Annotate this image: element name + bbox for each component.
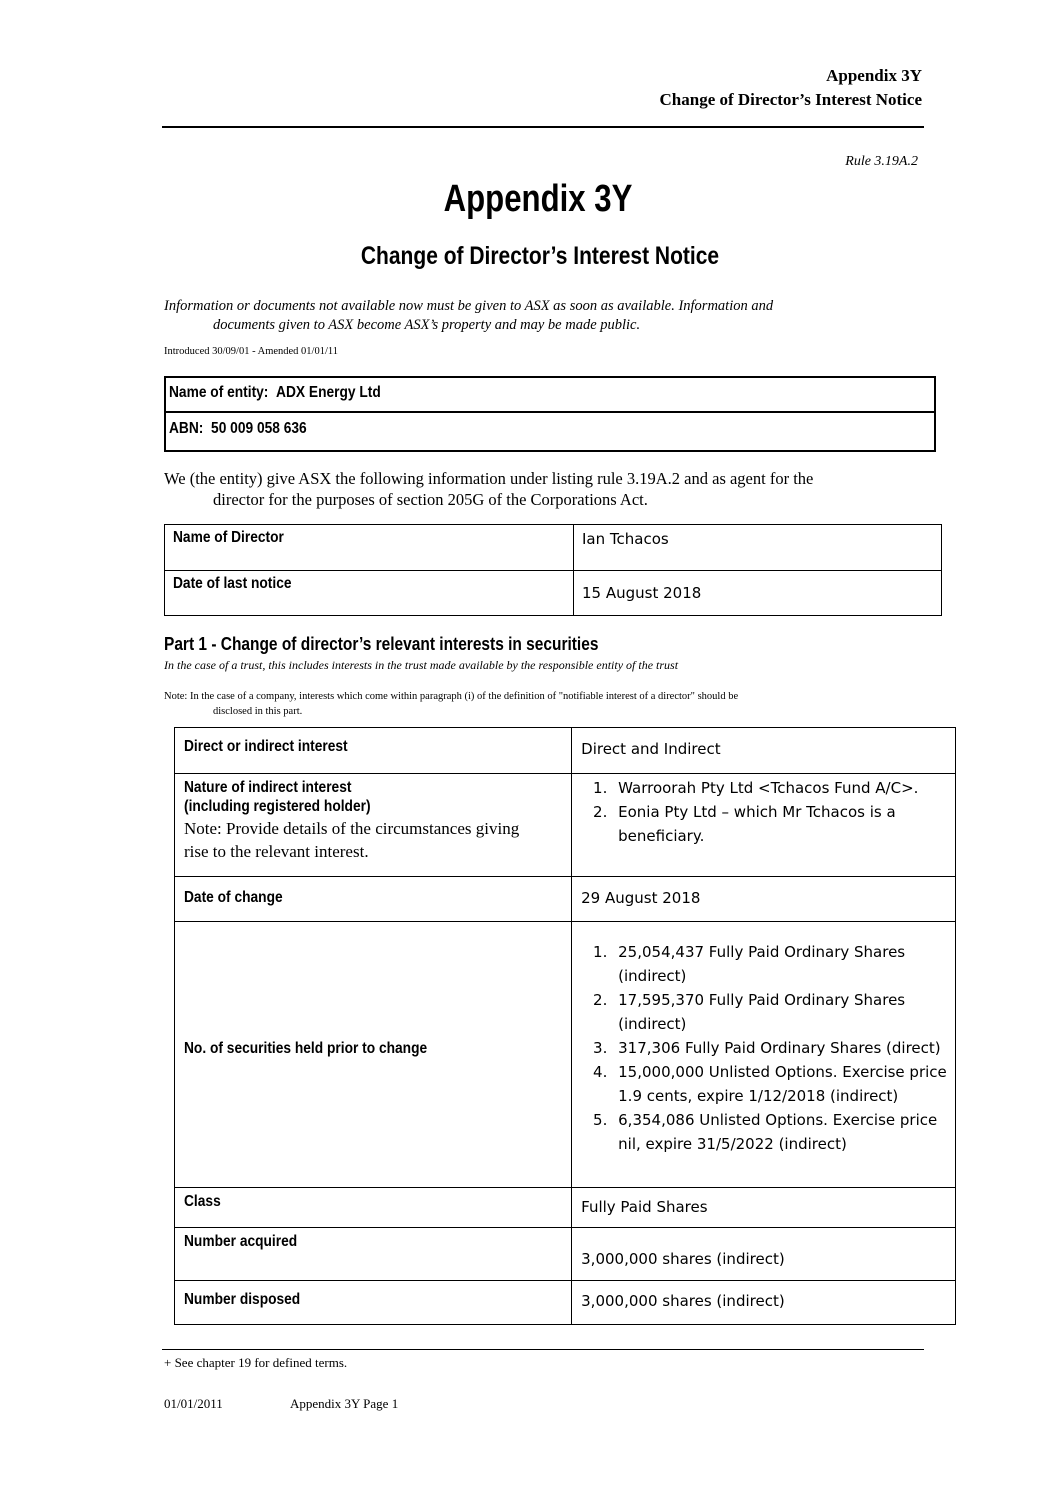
agent-statement — [164, 468, 934, 510]
list-item: 2. Eonia Pty Ltd – which Mr Tchacos is a beneficiary. — [612, 800, 955, 848]
table-row — [165, 525, 942, 571]
number-disposed-value: 3,000,000 shares (indirect) — [581, 1292, 785, 1310]
director-name-label: Name of Director — [173, 529, 284, 546]
entity-box — [164, 376, 936, 452]
list-item: 1. 25,054,437 Fully Paid Ordinary Shares (indirect) — [612, 940, 955, 988]
number-acquired-label: Number acquired — [184, 1233, 298, 1250]
entity-abn-value: 50 009 058 636 — [211, 420, 307, 437]
table-row — [175, 922, 956, 1188]
list-item: 5. 6,354,086 Unlisted Options. Exercise price nil, expire 31/5/2022 (indirect) — [612, 1108, 955, 1156]
info-line-1: Information or documents not available now must be given to ASX as soon as available. Information and — [164, 298, 774, 314]
table-row — [165, 571, 942, 616]
header-title: Appendix 3Y — [826, 66, 922, 85]
nature-note: Note: Provide details of the circumstances giving rise to the relevant interest. — [184, 819, 520, 861]
note-line-2: disclosed in this part. — [213, 706, 303, 717]
number-acquired-value: 3,000,000 shares (indirect) — [581, 1250, 785, 1268]
table-row — [175, 1228, 956, 1281]
note-line-1: Note: In the case of a company, interests which come within paragraph (i) of the definition of "notifiable interest of a director" should be — [164, 691, 739, 702]
table-row — [175, 877, 956, 922]
entity-abn — [169, 420, 307, 438]
number-disposed-label: Number disposed — [184, 1291, 301, 1308]
entity-name-value: ADX Energy Ltd — [276, 384, 381, 401]
date-of-change-label: Date of change — [184, 889, 283, 906]
table-row — [175, 1281, 956, 1325]
agent-line-1: We (the entity) give ASX the following information under listing rule 3.19A.2 and as agent for the — [164, 469, 814, 488]
nature-list — [572, 776, 955, 848]
part1-trust-note: In the case of a trust, this includes interests in the trust made available by the responsible entity of the trust — [164, 658, 679, 672]
last-notice-label: Date of last notice — [173, 575, 292, 592]
nature-label-2: (including registered holder) — [184, 798, 371, 815]
rule-reference: Rule 3.19A.2 — [845, 154, 918, 169]
part1-heading: Part 1 - Change of director’s relevant interests in securities — [164, 634, 599, 654]
table-row — [175, 774, 956, 877]
entity-name — [169, 384, 381, 402]
table-row — [175, 1188, 956, 1228]
info-paragraph — [164, 297, 924, 335]
director-table — [164, 524, 942, 616]
part1-company-note — [164, 689, 924, 719]
list-item: 4. 15,000,000 Unlisted Options. Exercise price 1.9 cents, expire 1/12/2018 (indirect) — [612, 1060, 955, 1108]
last-notice-value: 15 August 2018 — [582, 584, 702, 602]
class-label: Class — [184, 1193, 221, 1210]
agent-line-2: director for the purposes of section 205G of the Corporations Act. — [213, 490, 648, 509]
header-subtitle: Change of Director’s Interest Notice — [659, 90, 922, 109]
entity-name-label: Name of entity: — [169, 384, 269, 401]
class-value: Fully Paid Shares — [581, 1198, 708, 1216]
entity-abn-label: ABN: — [169, 420, 204, 437]
list-item: 3. 317,306 Fully Paid Ordinary Shares (direct) — [612, 1036, 955, 1060]
list-item: 2. 17,595,370 Fully Paid Ordinary Shares (indirect) — [612, 988, 955, 1036]
list-item: 1. Warroorah Pty Ltd <Tchacos Fund A/C>. — [612, 776, 955, 800]
date-of-change-value: 29 August 2018 — [581, 889, 701, 907]
prior-holdings-list — [572, 940, 955, 1156]
footer-defined-terms: + See chapter 19 for defined terms. — [164, 1355, 348, 1370]
header-divider — [162, 126, 924, 128]
table-row — [175, 728, 956, 774]
securities-table — [174, 727, 956, 1325]
entity-name-row — [166, 378, 934, 413]
direct-indirect-value: Direct and Indirect — [581, 740, 721, 758]
director-name-value: Ian Tchacos — [582, 530, 669, 548]
nature-label-1: Nature of indirect interest — [184, 779, 352, 796]
prior-holdings-label: No. of securities held prior to change — [184, 1039, 428, 1057]
page-subtitle: Change of Director’s Interest Notice — [360, 242, 720, 270]
footer-divider — [162, 1349, 924, 1350]
page-title: Appendix 3Y — [443, 178, 633, 220]
direct-indirect-label: Direct or indirect interest — [184, 738, 348, 755]
footer-date: 01/01/2011 — [164, 1396, 223, 1411]
introduced-note: Introduced 30/09/01 - Amended 01/01/11 — [164, 346, 338, 357]
info-line-2: documents given to ASX become ASX’s property and may be made public. — [213, 317, 641, 333]
footer-page-number: Appendix 3Y Page 1 — [290, 1396, 399, 1411]
